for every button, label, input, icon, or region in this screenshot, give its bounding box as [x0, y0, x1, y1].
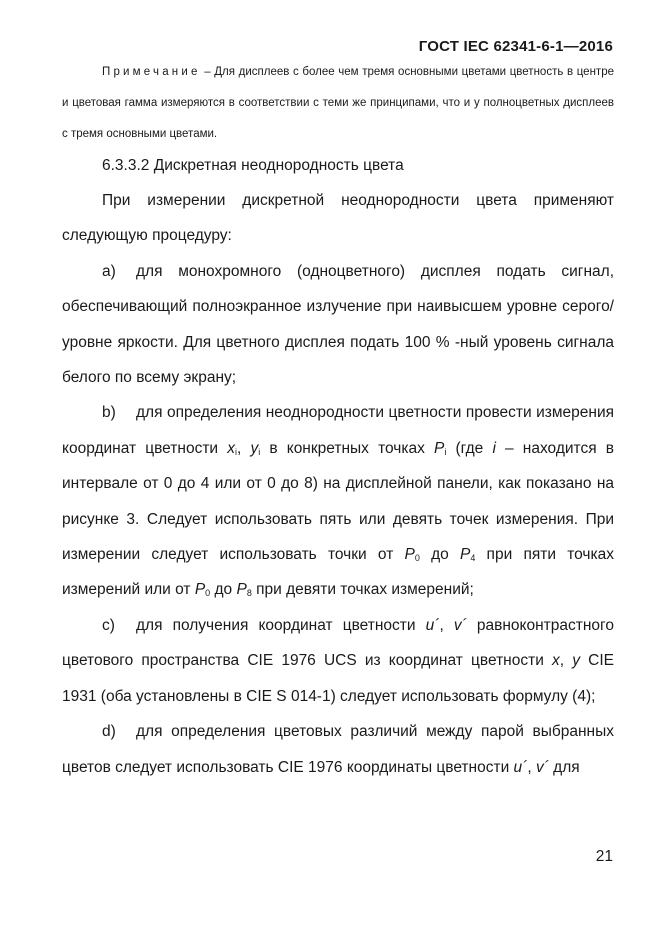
- item-b-text-2: в конкретных точках: [260, 439, 434, 457]
- sub-i: i: [258, 446, 261, 457]
- separator: ,: [527, 758, 536, 776]
- item-b-text-3: (где: [446, 439, 493, 457]
- item-c-label: c): [102, 616, 115, 634]
- item-d-text-1: для определения цветовых различий между парой выбранных цветов следует использовать CIE 1976 координаты цветности: [62, 723, 614, 776]
- item-c-text-1: для получения координат цветности: [136, 616, 426, 634]
- item-b-text-4: – находится в интервале от 0 до 4 или от 0 до 8) на дисплейной панели, как показано на рисунке 3. Следует использовать пять или девять точек измерения. При измерении следует использовать точки от: [62, 439, 614, 564]
- separator: ,: [559, 652, 573, 670]
- sub-8: 8: [246, 588, 252, 599]
- item-d-text-2: для: [548, 758, 580, 776]
- sub-0: 0: [205, 588, 211, 599]
- item-b-text-5: до: [419, 546, 460, 564]
- sub-i: i: [234, 446, 237, 457]
- sub-0: 0: [414, 553, 420, 564]
- note-block: [62, 57, 614, 150]
- note-paragraph: [62, 57, 614, 150]
- var-p0: P: [194, 581, 206, 599]
- note-text: – Для дисплеев с более чем тремя основными цветами цветность в центре и цветовая гамма измеряются в соответствии с теми же принципами, что и у полноцветных дисплеев с тремя основными цветами.: [62, 66, 614, 140]
- list-item-a: [62, 254, 614, 396]
- var-v: v´: [535, 758, 549, 776]
- item-b-text-6: при пяти точках измерений или от: [62, 546, 614, 599]
- body-text: [62, 183, 614, 785]
- separator: ,: [439, 616, 454, 634]
- var-u: u´: [425, 616, 440, 634]
- var-p: P: [434, 439, 445, 457]
- item-c-text-3: CIE 1931 (оба установлены в CIE S 014-1) следует использовать формулу (4);: [62, 652, 614, 705]
- list-item-c: [62, 608, 614, 714]
- standard-header: ГОСТ IEC 62341-6-1—2016: [418, 38, 613, 55]
- section-block: [62, 148, 614, 183]
- note-label: Примечание: [102, 66, 201, 78]
- item-c-text-2: равноконтрастного цветового пространства CIE 1976 UCS из координат цветности: [62, 616, 614, 670]
- item-d-label: d): [102, 723, 116, 741]
- var-p0: P: [404, 546, 415, 564]
- var-v: v´: [453, 616, 467, 634]
- var-u: u´: [513, 758, 528, 776]
- item-b-label: b): [102, 404, 116, 422]
- item-b-text-8: при девяти точках измерений;: [251, 581, 474, 599]
- var-y: y: [250, 439, 259, 457]
- page-number: 21: [595, 848, 613, 865]
- item-a-label: a): [102, 262, 116, 280]
- list-item-b: [62, 395, 614, 607]
- list-item-d: [62, 714, 614, 785]
- separator: ,: [236, 439, 251, 457]
- var-p4: P: [459, 546, 471, 564]
- item-b-text-7: до: [210, 581, 237, 599]
- var-p8: P: [236, 581, 247, 599]
- var-y: y: [572, 652, 580, 670]
- sub-4: 4: [470, 553, 476, 564]
- var-x: x: [552, 652, 560, 670]
- var-i: i: [492, 439, 496, 457]
- sub-i: i: [444, 446, 447, 457]
- item-b-text-1: для определения неоднородности цветности провести измерения координат цветности: [62, 404, 614, 457]
- var-x: x: [227, 439, 235, 457]
- intro-paragraph: При измерении дискретной неоднородности цвета применяют следующую процедуру:: [62, 192, 614, 245]
- section-heading: 6.3.3.2 Дискретная неоднородность цвета: [102, 157, 404, 174]
- item-a-text: для монохромного (одноцветного) дисплея подать сигнал, обеспечивающий полноэкранное излучение при наивысшем уровне серого/уровне яркости. Для цветного дисплея подать 100 % -ный уровень сигнала белого по всему экрану;: [62, 262, 614, 387]
